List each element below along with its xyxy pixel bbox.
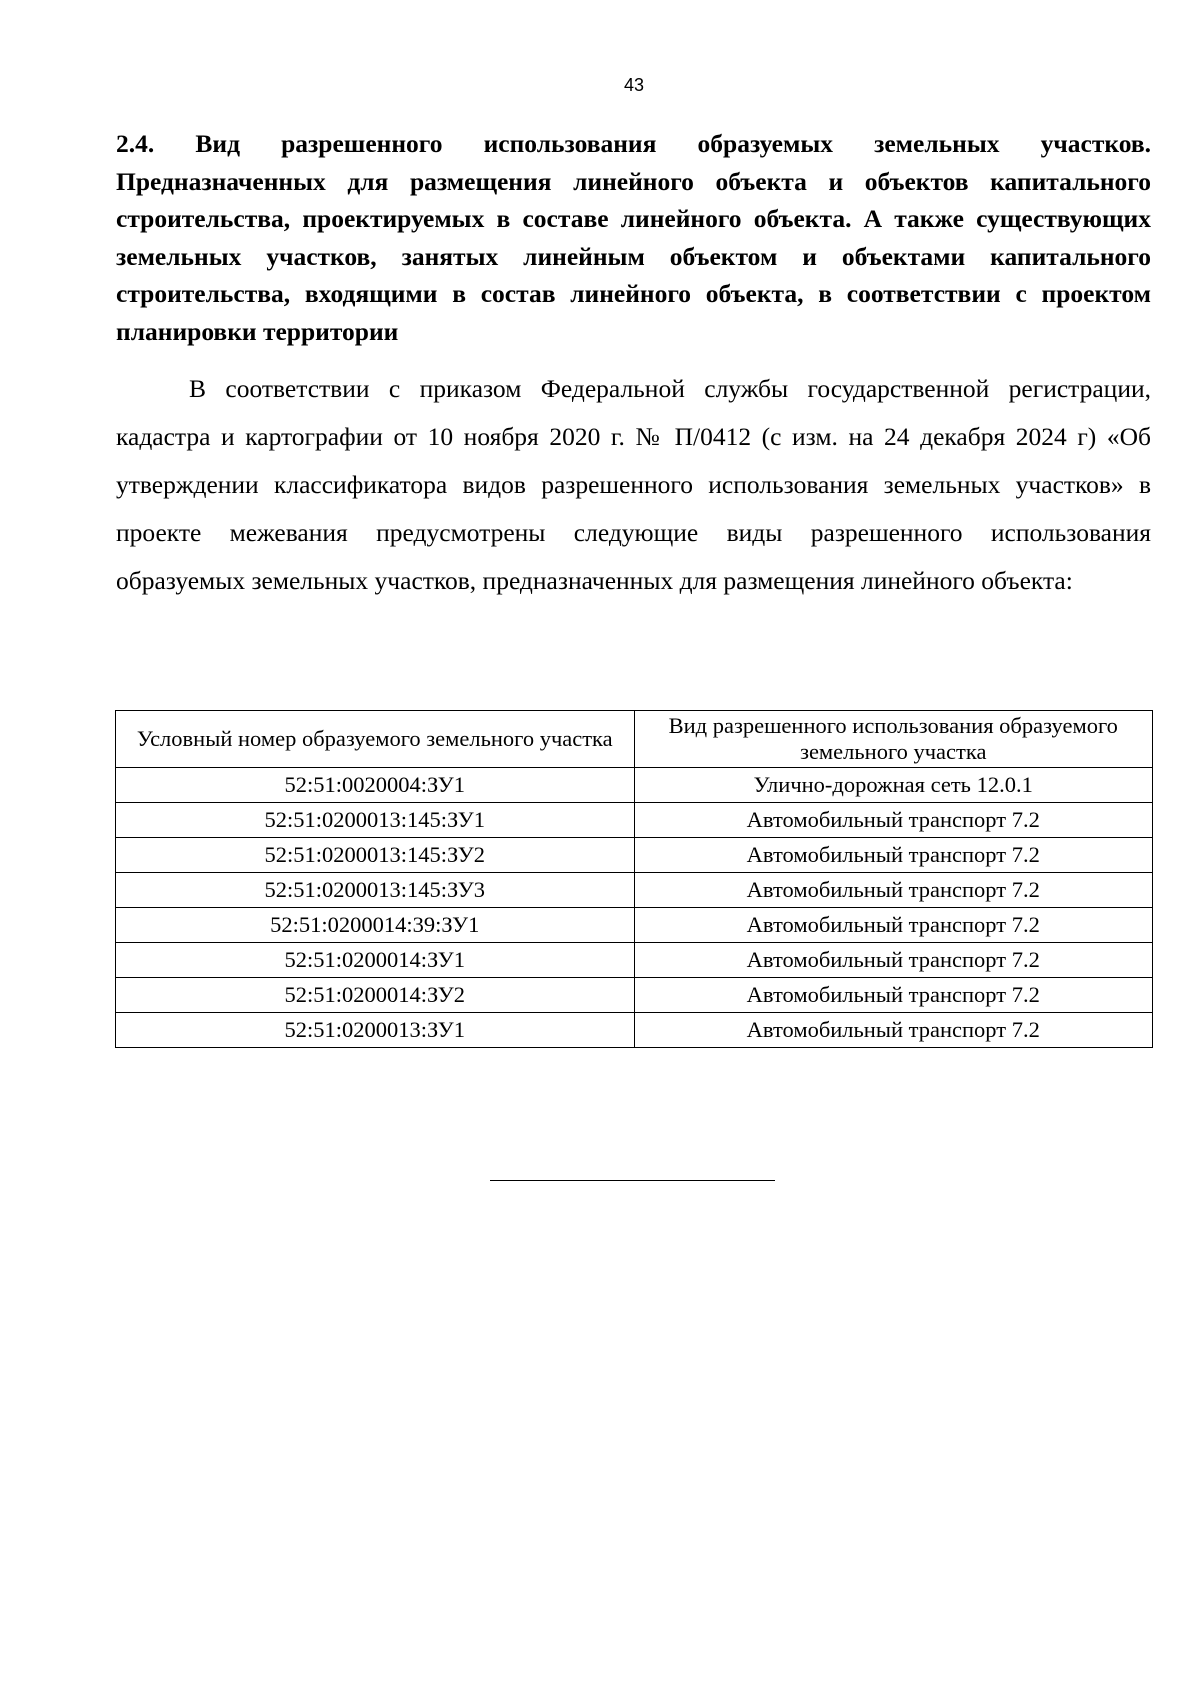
permitted-use-cell: Улично-дорожная сеть 12.0.1	[634, 768, 1153, 803]
permitted-use-cell: Автомобильный транспорт 7.2	[634, 838, 1153, 873]
plot-number-cell: 52:51:0200013:145:ЗУ1	[116, 803, 635, 838]
plot-number-cell: 52:51:0200013:ЗУ1	[116, 1013, 635, 1048]
plot-number-cell: 52:51:0200014:ЗУ1	[116, 943, 635, 978]
land-plots-table	[115, 710, 1153, 1048]
column-header-plot-number: Условный номер образуемого земельного участка	[116, 711, 635, 768]
page-number: 43	[623, 75, 645, 95]
column-header-permitted-use: Вид разрешенного использования образуемого земельного участка	[634, 711, 1153, 768]
table-row	[116, 768, 1153, 803]
permitted-use-cell: Автомобильный транспорт 7.2	[634, 908, 1153, 943]
table-header-row	[116, 711, 1153, 768]
permitted-use-cell: Автомобильный транспорт 7.2	[634, 943, 1153, 978]
plot-number-cell: 52:51:0200013:145:ЗУ2	[116, 838, 635, 873]
table-row	[116, 838, 1153, 873]
table-row	[116, 908, 1153, 943]
section-heading: 2.4. Вид разрешенного использования образуемых земельных участков. Предназначенных для размещения линейного объекта и объектов капитального строительства, проектируемых в составе линейного объекта. А также существующих земельных участков, занятых линейным объектом и объектами капитального строительства, входящими в состав линейного объекта, в соответствии с проектом планировки территории	[116, 129, 1151, 346]
permitted-use-cell: Автомобильный транспорт 7.2	[634, 978, 1153, 1013]
table-row	[116, 803, 1153, 838]
end-of-section-rule	[490, 1180, 775, 1181]
table-row	[116, 1013, 1153, 1048]
table-row	[116, 873, 1153, 908]
plot-number-cell: 52:51:0200014:ЗУ2	[116, 978, 635, 1013]
permitted-use-cell: Автомобильный транспорт 7.2	[634, 803, 1153, 838]
plot-number-cell: 52:51:0020004:ЗУ1	[116, 768, 635, 803]
permitted-use-cell: Автомобильный транспорт 7.2	[634, 873, 1153, 908]
plot-number-cell: 52:51:0200013:145:ЗУ3	[116, 873, 635, 908]
plot-number-cell: 52:51:0200014:39:ЗУ1	[116, 908, 635, 943]
body-paragraph: В соответствии с приказом Федеральной службы государственной регистрации, кадастра и картографии от 10 ноября 2020 г. № П/0412 (с изм. на 24 декабря 2024 г) «Об утверждении классификатора видов разрешенного использования земельных участков» в проекте межевания предусмотрены следующие виды разрешенного использования образуемых земельных участков, предназначенных для размещения линейного объекта:	[116, 374, 1151, 595]
table-row	[116, 978, 1153, 1013]
permitted-use-cell: Автомобильный транспорт 7.2	[634, 1013, 1153, 1048]
table-row	[116, 943, 1153, 978]
